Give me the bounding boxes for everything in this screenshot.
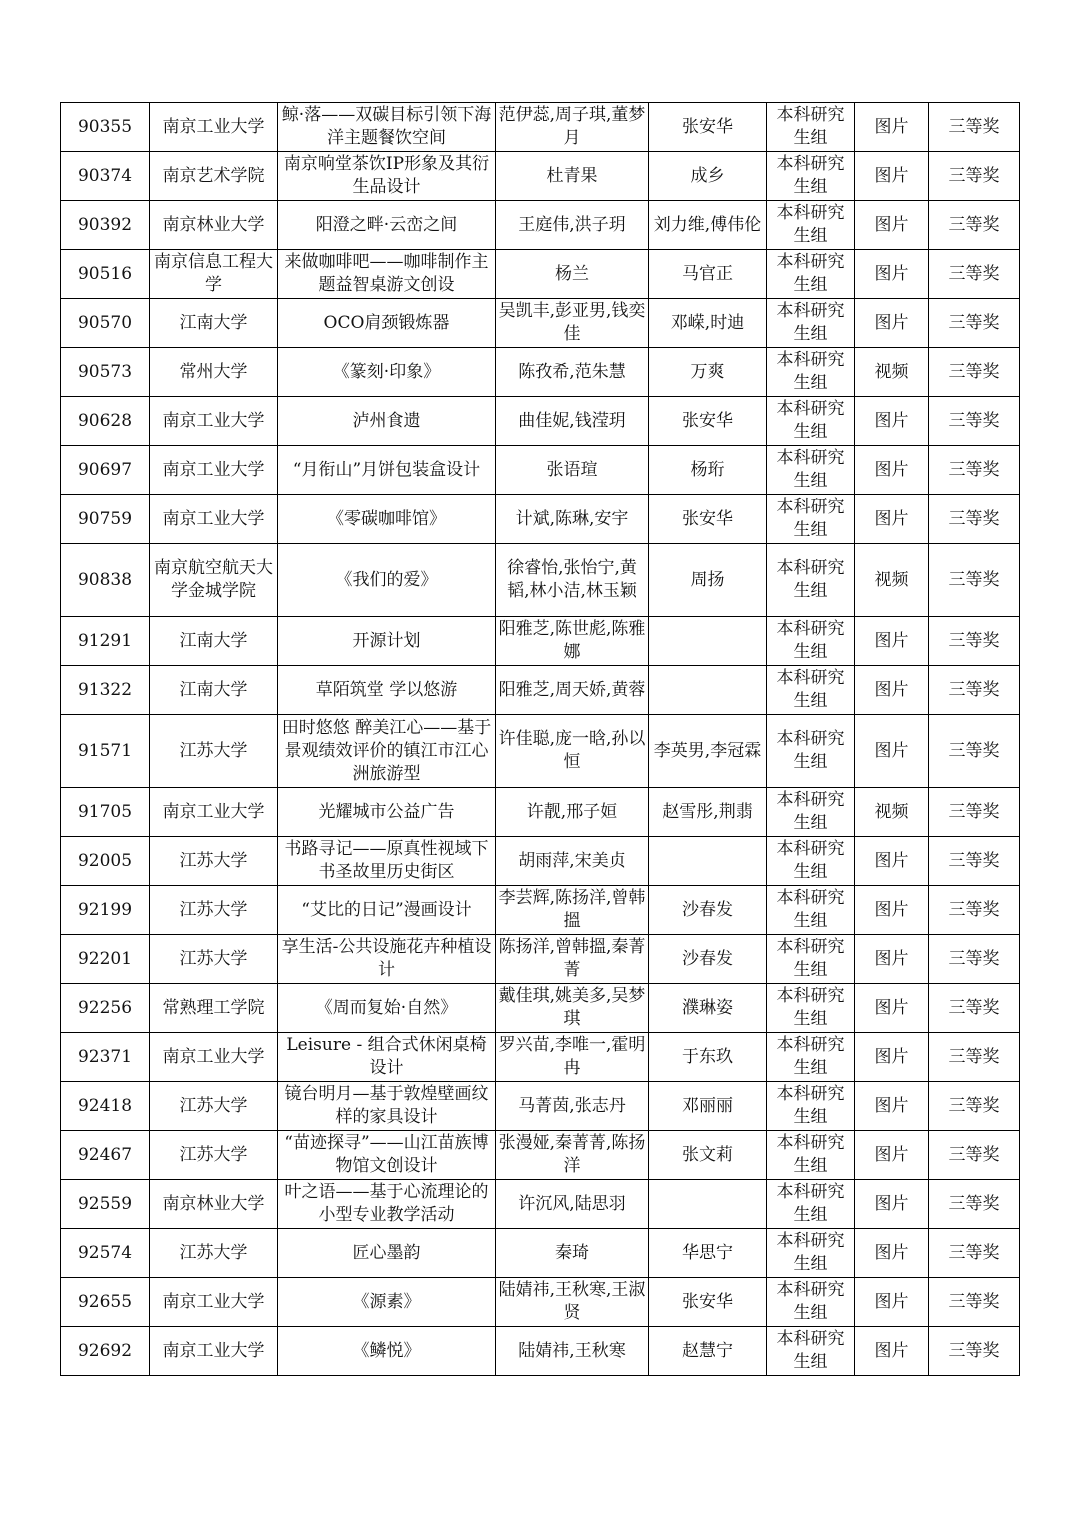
- advisor-cell: 张文莉: [649, 1131, 767, 1180]
- school-cell: 南京艺术学院: [150, 152, 278, 201]
- school-cell: 南京工业大学: [150, 446, 278, 495]
- table-row: [61, 103, 1020, 152]
- prize-cell: 三等奖: [929, 1180, 1020, 1229]
- work-title-cell: 《零碳咖啡馆》: [278, 495, 496, 544]
- group-cell: 本科研究生组: [767, 1180, 855, 1229]
- work-title-cell: 匠心墨韵: [278, 1229, 496, 1278]
- advisor-cell: 邓丽丽: [649, 1082, 767, 1131]
- authors-cell: 马菁茵,张志丹: [496, 1082, 649, 1131]
- entry-id-cell: 90355: [61, 103, 150, 152]
- work-title-cell: “月衔山”月饼包装盒设计: [278, 446, 496, 495]
- authors-cell: 陆婧祎,王秋寒: [496, 1327, 649, 1376]
- group-cell: 本科研究生组: [767, 446, 855, 495]
- advisor-cell: [649, 837, 767, 886]
- work-type-cell: 图片: [855, 935, 929, 984]
- work-type-cell: 图片: [855, 103, 929, 152]
- work-title-cell: 泸州食遗: [278, 397, 496, 446]
- work-type-cell: 图片: [855, 886, 929, 935]
- advisor-cell: [649, 617, 767, 666]
- table-row: [61, 666, 1020, 715]
- group-cell: 本科研究生组: [767, 617, 855, 666]
- advisor-cell: [649, 666, 767, 715]
- prize-cell: 三等奖: [929, 201, 1020, 250]
- entry-id-cell: 90516: [61, 250, 150, 299]
- authors-cell: 曲佳妮,钱滢玥: [496, 397, 649, 446]
- work-type-cell: 图片: [855, 250, 929, 299]
- school-cell: 常熟理工学院: [150, 984, 278, 1033]
- work-type-cell: 图片: [855, 837, 929, 886]
- entry-id-cell: 92418: [61, 1082, 150, 1131]
- work-title-cell: 来做咖啡吧——咖啡制作主题益智桌游文创设: [278, 250, 496, 299]
- entry-id-cell: 92559: [61, 1180, 150, 1229]
- table-row: [61, 397, 1020, 446]
- school-cell: 江苏大学: [150, 886, 278, 935]
- entry-id-cell: 92005: [61, 837, 150, 886]
- work-type-cell: 图片: [855, 299, 929, 348]
- entry-id-cell: 90628: [61, 397, 150, 446]
- table-row: [61, 1278, 1020, 1327]
- school-cell: 江苏大学: [150, 715, 278, 788]
- authors-cell: 计斌,陈琳,安宇: [496, 495, 649, 544]
- prize-cell: 三等奖: [929, 1278, 1020, 1327]
- entry-id-cell: 91291: [61, 617, 150, 666]
- prize-cell: 三等奖: [929, 886, 1020, 935]
- advisor-cell: 华思宁: [649, 1229, 767, 1278]
- school-cell: 江南大学: [150, 299, 278, 348]
- group-cell: 本科研究生组: [767, 250, 855, 299]
- advisor-cell: 于东玖: [649, 1033, 767, 1082]
- advisor-cell: 李英男,李冠霖: [649, 715, 767, 788]
- prize-cell: 三等奖: [929, 250, 1020, 299]
- school-cell: 南京信息工程大学: [150, 250, 278, 299]
- group-cell: 本科研究生组: [767, 1033, 855, 1082]
- entry-id-cell: 90570: [61, 299, 150, 348]
- advisor-cell: 张安华: [649, 397, 767, 446]
- table-row: [61, 1229, 1020, 1278]
- group-cell: 本科研究生组: [767, 1327, 855, 1376]
- group-cell: 本科研究生组: [767, 1229, 855, 1278]
- table-row: [61, 1327, 1020, 1376]
- advisor-cell: 沙春发: [649, 935, 767, 984]
- group-cell: 本科研究生组: [767, 1278, 855, 1327]
- entry-id-cell: 92574: [61, 1229, 150, 1278]
- group-cell: 本科研究生组: [767, 935, 855, 984]
- advisor-cell: 刘力维,傅伟伦: [649, 201, 767, 250]
- work-title-cell: 《鳞悦》: [278, 1327, 496, 1376]
- group-cell: 本科研究生组: [767, 201, 855, 250]
- table-row: [61, 886, 1020, 935]
- table-row: [61, 788, 1020, 837]
- authors-cell: 陆婧祎,王秋寒,王淑贤: [496, 1278, 649, 1327]
- authors-cell: 罗兴苗,李唯一,霍明冉: [496, 1033, 649, 1082]
- table-row: [61, 250, 1020, 299]
- authors-cell: 张语瑄: [496, 446, 649, 495]
- prize-cell: 三等奖: [929, 348, 1020, 397]
- school-cell: 江苏大学: [150, 1082, 278, 1131]
- work-type-cell: 图片: [855, 201, 929, 250]
- work-type-cell: 图片: [855, 152, 929, 201]
- table-row: [61, 1180, 1020, 1229]
- authors-cell: 许佳聪,庞一晗,孙以恒: [496, 715, 649, 788]
- school-cell: 江苏大学: [150, 1229, 278, 1278]
- school-cell: 南京航空航天大学金城学院: [150, 544, 278, 617]
- entry-id-cell: 90759: [61, 495, 150, 544]
- prize-cell: 三等奖: [929, 103, 1020, 152]
- work-type-cell: 图片: [855, 446, 929, 495]
- advisor-cell: 张安华: [649, 103, 767, 152]
- advisor-cell: 马官正: [649, 250, 767, 299]
- work-type-cell: 图片: [855, 1278, 929, 1327]
- table-row: [61, 715, 1020, 788]
- prize-cell: 三等奖: [929, 617, 1020, 666]
- work-type-cell: 视频: [855, 348, 929, 397]
- school-cell: 南京工业大学: [150, 1033, 278, 1082]
- prize-cell: 三等奖: [929, 984, 1020, 1033]
- work-title-cell: Leisure - 组合式休闲桌椅设计: [278, 1033, 496, 1082]
- school-cell: 江苏大学: [150, 1131, 278, 1180]
- authors-cell: 徐睿怡,张怡宁,黄韬,林小洁,林玉颖: [496, 544, 649, 617]
- prize-cell: 三等奖: [929, 935, 1020, 984]
- awards-table-body: [61, 103, 1020, 1376]
- work-type-cell: 图片: [855, 666, 929, 715]
- school-cell: 南京工业大学: [150, 1278, 278, 1327]
- entry-id-cell: 92655: [61, 1278, 150, 1327]
- work-title-cell: 开源计划: [278, 617, 496, 666]
- work-title-cell: 《我们的爱》: [278, 544, 496, 617]
- prize-cell: 三等奖: [929, 1229, 1020, 1278]
- school-cell: 江南大学: [150, 666, 278, 715]
- work-title-cell: 书路寻记——原真性视域下书圣故里历史街区: [278, 837, 496, 886]
- school-cell: 南京工业大学: [150, 1327, 278, 1376]
- group-cell: 本科研究生组: [767, 1131, 855, 1180]
- authors-cell: 秦琦: [496, 1229, 649, 1278]
- group-cell: 本科研究生组: [767, 495, 855, 544]
- work-type-cell: 视频: [855, 788, 929, 837]
- prize-cell: 三等奖: [929, 788, 1020, 837]
- prize-cell: 三等奖: [929, 837, 1020, 886]
- table-row: [61, 495, 1020, 544]
- work-title-cell: “苗迹探寻”——山江苗族博物馆文创设计: [278, 1131, 496, 1180]
- table-row: [61, 299, 1020, 348]
- authors-cell: 吴凯丰,彭亚男,钱奕佳: [496, 299, 649, 348]
- advisor-cell: 张安华: [649, 1278, 767, 1327]
- prize-cell: 三等奖: [929, 397, 1020, 446]
- prize-cell: 三等奖: [929, 1131, 1020, 1180]
- awards-table: [60, 102, 1020, 1376]
- school-cell: 江苏大学: [150, 837, 278, 886]
- entry-id-cell: 90573: [61, 348, 150, 397]
- school-cell: 江苏大学: [150, 935, 278, 984]
- school-cell: 南京工业大学: [150, 788, 278, 837]
- advisor-cell: 张安华: [649, 495, 767, 544]
- work-type-cell: 图片: [855, 1229, 929, 1278]
- entry-id-cell: 91705: [61, 788, 150, 837]
- table-row: [61, 1131, 1020, 1180]
- group-cell: 本科研究生组: [767, 152, 855, 201]
- entry-id-cell: 92199: [61, 886, 150, 935]
- prize-cell: 三等奖: [929, 715, 1020, 788]
- work-title-cell: 《周而复始·自然》: [278, 984, 496, 1033]
- work-title-cell: 《源素》: [278, 1278, 496, 1327]
- prize-cell: 三等奖: [929, 1033, 1020, 1082]
- group-cell: 本科研究生组: [767, 788, 855, 837]
- authors-cell: 许沉风,陆思羽: [496, 1180, 649, 1229]
- work-type-cell: 图片: [855, 1033, 929, 1082]
- authors-cell: 胡雨萍,宋美贞: [496, 837, 649, 886]
- work-title-cell: 草陌筑堂 学以悠游: [278, 666, 496, 715]
- table-row: [61, 984, 1020, 1033]
- table-row: [61, 446, 1020, 495]
- table-row: [61, 348, 1020, 397]
- authors-cell: 陈孜希,范朱慧: [496, 348, 649, 397]
- prize-cell: 三等奖: [929, 1082, 1020, 1131]
- work-title-cell: “艾比的日记”漫画设计: [278, 886, 496, 935]
- table-row: [61, 152, 1020, 201]
- work-type-cell: 图片: [855, 1131, 929, 1180]
- authors-cell: 阳雅芝,陈世彪,陈雅娜: [496, 617, 649, 666]
- work-title-cell: 光耀城市公益广告: [278, 788, 496, 837]
- work-title-cell: 鲸·落——双碳目标引领下海洋主题餐饮空间: [278, 103, 496, 152]
- authors-cell: 杜青果: [496, 152, 649, 201]
- work-title-cell: 叶之语——基于心流理论的小型专业教学活动: [278, 1180, 496, 1229]
- work-title-cell: 田时悠悠 醉美江心——基于景观绩效评价的镇江市江心洲旅游型: [278, 715, 496, 788]
- work-title-cell: 享生活-公共设施花卉种植设计: [278, 935, 496, 984]
- school-cell: 江南大学: [150, 617, 278, 666]
- entry-id-cell: 92201: [61, 935, 150, 984]
- advisor-cell: 赵雪彤,荆翡: [649, 788, 767, 837]
- entry-id-cell: 90838: [61, 544, 150, 617]
- prize-cell: 三等奖: [929, 1327, 1020, 1376]
- prize-cell: 三等奖: [929, 446, 1020, 495]
- authors-cell: 杨兰: [496, 250, 649, 299]
- prize-cell: 三等奖: [929, 299, 1020, 348]
- advisor-cell: 赵慧宁: [649, 1327, 767, 1376]
- table-row: [61, 617, 1020, 666]
- work-type-cell: 图片: [855, 1180, 929, 1229]
- table-row: [61, 935, 1020, 984]
- school-cell: 南京林业大学: [150, 1180, 278, 1229]
- group-cell: 本科研究生组: [767, 984, 855, 1033]
- authors-cell: 陈扬洋,曾韩搵,秦菁菁: [496, 935, 649, 984]
- entry-id-cell: 90392: [61, 201, 150, 250]
- school-cell: 南京工业大学: [150, 495, 278, 544]
- school-cell: 南京工业大学: [150, 103, 278, 152]
- entry-id-cell: 92256: [61, 984, 150, 1033]
- advisor-cell: 杨珩: [649, 446, 767, 495]
- entry-id-cell: 90374: [61, 152, 150, 201]
- work-type-cell: 图片: [855, 715, 929, 788]
- group-cell: 本科研究生组: [767, 1082, 855, 1131]
- group-cell: 本科研究生组: [767, 103, 855, 152]
- work-type-cell: 视频: [855, 544, 929, 617]
- school-cell: 南京工业大学: [150, 397, 278, 446]
- group-cell: 本科研究生组: [767, 544, 855, 617]
- entry-id-cell: 91322: [61, 666, 150, 715]
- prize-cell: 三等奖: [929, 152, 1020, 201]
- prize-cell: 三等奖: [929, 495, 1020, 544]
- advisor-cell: 沙春发: [649, 886, 767, 935]
- advisor-cell: 邓嵘,时迪: [649, 299, 767, 348]
- work-title-cell: OCO肩颈锻炼器: [278, 299, 496, 348]
- authors-cell: 王庭伟,洪子玥: [496, 201, 649, 250]
- authors-cell: 张漫娅,秦菁菁,陈扬洋: [496, 1131, 649, 1180]
- advisor-cell: 周扬: [649, 544, 767, 617]
- prize-cell: 三等奖: [929, 544, 1020, 617]
- advisor-cell: 万爽: [649, 348, 767, 397]
- entry-id-cell: 90697: [61, 446, 150, 495]
- work-type-cell: 图片: [855, 1082, 929, 1131]
- table-row: [61, 201, 1020, 250]
- entry-id-cell: 92371: [61, 1033, 150, 1082]
- authors-cell: 戴佳琪,姚美多,吴梦琪: [496, 984, 649, 1033]
- advisor-cell: [649, 1180, 767, 1229]
- advisor-cell: 濮琳姿: [649, 984, 767, 1033]
- work-title-cell: 阳澄之畔·云峦之间: [278, 201, 496, 250]
- work-type-cell: 图片: [855, 617, 929, 666]
- work-title-cell: 南京响堂茶饮IP形象及其衍生品设计: [278, 152, 496, 201]
- group-cell: 本科研究生组: [767, 837, 855, 886]
- group-cell: 本科研究生组: [767, 348, 855, 397]
- group-cell: 本科研究生组: [767, 886, 855, 935]
- work-title-cell: 《篆刻·印象》: [278, 348, 496, 397]
- authors-cell: 阳雅芝,周天娇,黄蓉: [496, 666, 649, 715]
- advisor-cell: 成乡: [649, 152, 767, 201]
- work-type-cell: 图片: [855, 397, 929, 446]
- group-cell: 本科研究生组: [767, 666, 855, 715]
- entry-id-cell: 92467: [61, 1131, 150, 1180]
- entry-id-cell: 92692: [61, 1327, 150, 1376]
- group-cell: 本科研究生组: [767, 299, 855, 348]
- school-cell: 常州大学: [150, 348, 278, 397]
- table-row: [61, 544, 1020, 617]
- work-type-cell: 图片: [855, 495, 929, 544]
- authors-cell: 李芸辉,陈扬洋,曾韩搵: [496, 886, 649, 935]
- entry-id-cell: 91571: [61, 715, 150, 788]
- table-row: [61, 1082, 1020, 1131]
- work-title-cell: 镜台明月—基于敦煌壁画纹样的家具设计: [278, 1082, 496, 1131]
- work-type-cell: 图片: [855, 984, 929, 1033]
- authors-cell: 范伊蕊,周子琪,董梦月: [496, 103, 649, 152]
- school-cell: 南京林业大学: [150, 201, 278, 250]
- table-row: [61, 1033, 1020, 1082]
- work-type-cell: 图片: [855, 1327, 929, 1376]
- table-row: [61, 837, 1020, 886]
- prize-cell: 三等奖: [929, 666, 1020, 715]
- authors-cell: 许靓,邢子姮: [496, 788, 649, 837]
- group-cell: 本科研究生组: [767, 715, 855, 788]
- group-cell: 本科研究生组: [767, 397, 855, 446]
